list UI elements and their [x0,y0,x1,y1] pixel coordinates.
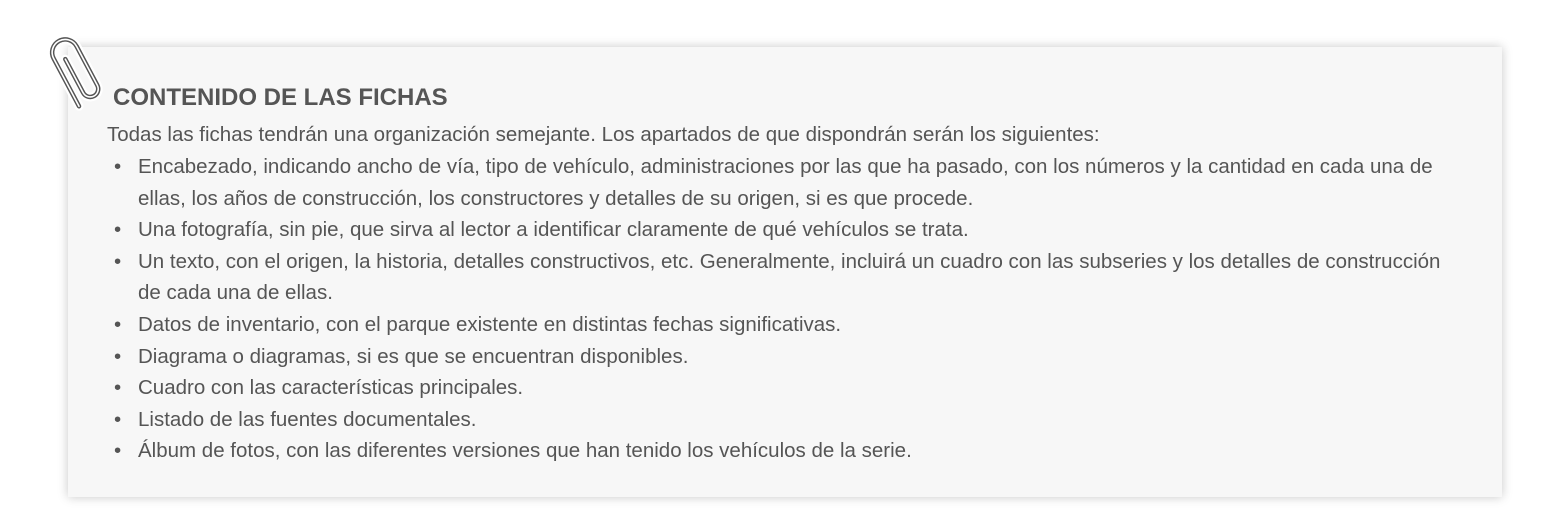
note-title: CONTENIDO DE LAS FICHAS [113,84,448,111]
note-card [68,47,1502,497]
paperclip-icon [40,30,110,112]
bullet: • [114,218,122,242]
list-item [114,214,1444,246]
bullet: • [114,249,122,273]
list-item-text: Álbum de fotos, con las diferentes versiones que han tenido los vehículos de la serie. [138,439,912,463]
bullet: • [114,376,122,400]
bullet: • [114,312,122,336]
list-item [114,151,1444,214]
bullet: • [114,155,122,178]
bullet: • [114,439,122,463]
list-item [114,435,1444,467]
list-item [114,372,1444,404]
list-item-text: Encabezado, indicando ancho de vía, tipo de vehículo, administraciones por las que ha pasado, con los números y la cantidad en cada una de ellas, los años de construcción, los constructores y detalles de su origen, si es que procede. [138,155,1433,210]
note-intro: Todas las fichas tendrán una organización semejante. Los apartados de que dispondrán serán los siguientes: [107,123,1100,146]
list-item [114,404,1444,436]
list-item [114,341,1444,373]
list-item-text: Listado de las fuentes documentales. [138,407,477,431]
list-item-text: Un texto, con el origen, la historia, detalles constructivos, etc. Generalmente, incluirá un cuadro con las subseries y los detalles de construcción de cada una de ellas. [138,249,1441,305]
list-item-text: Datos de inventario, con el parque existente en distintas fechas significativas. [138,312,842,336]
bullet: • [114,344,122,368]
bullet: • [114,407,122,431]
list-item-text: Cuadro con las características principales. [138,376,524,400]
note-item-list [114,151,1444,467]
list-item [114,246,1444,309]
list-item-text: Diagrama o diagramas, si es que se encuentran disponibles. [138,344,689,368]
list-item-text: Una fotografía, sin pie, que sirva al lector a identificar claramente de qué vehículos se trata. [138,218,969,242]
list-item [114,309,1444,341]
